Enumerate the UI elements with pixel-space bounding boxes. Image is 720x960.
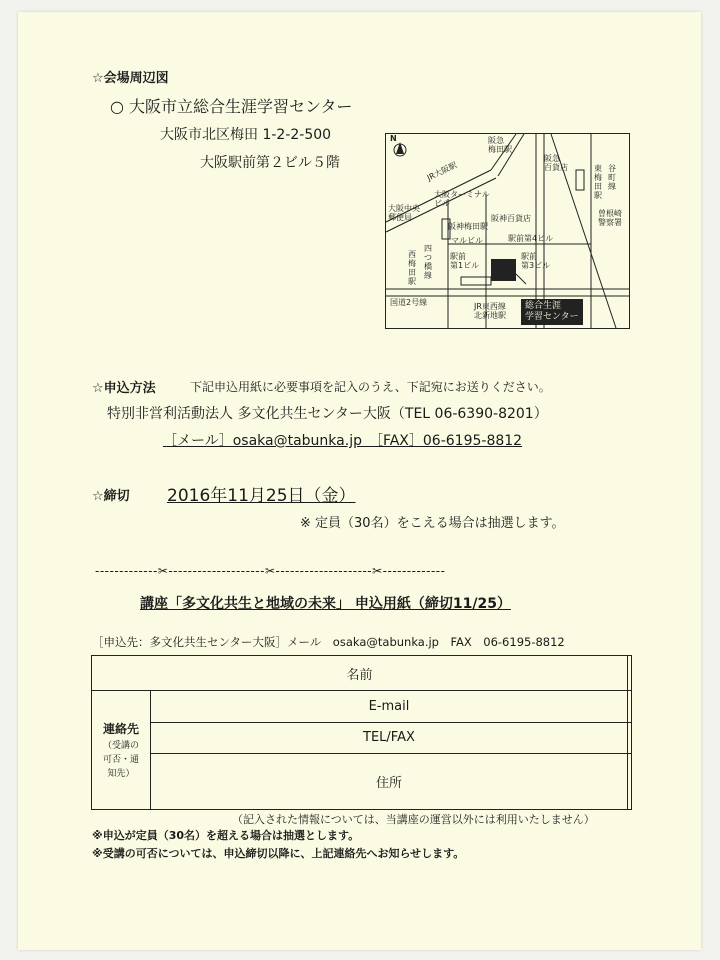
form-note-1: ※申込が定員（30名）を超える場合は抽選とします。 xyxy=(92,829,360,842)
venue-address-line1: 大阪市北区梅田 1-2-2-500 xyxy=(160,127,332,143)
telfax-label: TEL/FAX xyxy=(151,722,628,753)
map-venue-label: 総合生涯 学習センター xyxy=(521,299,583,325)
venue-name: ○ 大阪市立総合生涯学習センター xyxy=(110,97,353,116)
map-label-jr-osaka: JR大阪駅 xyxy=(425,160,459,183)
application-form-table xyxy=(91,655,632,810)
map-label-hanshin-umeda: 阪神梅田駅 xyxy=(448,222,488,231)
map-label-ekimae3: 駅前 第3ビル xyxy=(521,252,551,270)
map-label-osaka-terminal: 大阪ターミナル ビル xyxy=(434,190,490,208)
name-label: 名前 xyxy=(92,656,628,691)
venue-section-title: ☆会場周辺図 xyxy=(92,71,169,86)
map-label-osaka-central: 大阪中央 郵便局 xyxy=(388,204,420,222)
contact-label: 連絡先 xyxy=(102,721,139,736)
area-map xyxy=(385,133,630,329)
form-recipient: ［申込先：多文化共生センター大阪］メール osaka@tabunka.jp FAX 06-6195-8812 xyxy=(92,635,565,649)
address-label: 住所 xyxy=(151,753,628,809)
map-label-yotsubashi: 四つ橋線 xyxy=(424,244,432,280)
apply-contact: ［メール］osaka@tabunka.jp ［FAX］06-6195-8812 xyxy=(163,433,523,449)
map-label-marubiru: マルビル xyxy=(451,236,483,245)
map-label-ekimae4: 駅前第4ビル xyxy=(508,234,554,243)
deadline-date: 2016年11月25日（金） xyxy=(167,486,356,506)
map-north-label: N xyxy=(390,134,397,143)
map-label-higashi-umeda: 東梅田駅 xyxy=(594,164,602,200)
deadline-section-title: ☆締切 xyxy=(92,489,130,504)
map-label-nishi-umeda: 西梅田駅 xyxy=(408,250,416,286)
form-title: 講座「多文化共生と地域の未来」 申込用紙（締切11/25） xyxy=(140,596,511,612)
map-label-sonezaki: 曽根崎 警察署 xyxy=(598,209,622,227)
privacy-note: （記入された情報については、当講座の運営以外には利用いたしません） xyxy=(232,813,595,826)
cut-line: -------------✂--------------------✂--------------------✂------------- xyxy=(95,564,446,578)
map-label-hankyu-hyakkaten: 阪急 百貨店 xyxy=(544,154,568,172)
map-label-hankyu-umeda: 阪急 梅田駅 xyxy=(488,136,512,154)
map-label-tanimachi: 谷町線 xyxy=(608,164,616,191)
apply-instruction: 下記申込用紙に必要事項を記入のうえ、下記宛にお送りください。 xyxy=(190,380,551,394)
apply-organization: 特別非営利活動法人 多文化共生センター大阪（TEL 06-6390-8201） xyxy=(107,406,548,422)
email-label: E-mail xyxy=(151,691,628,722)
telfax-input-cell[interactable] xyxy=(627,722,631,753)
email-input-cell[interactable] xyxy=(627,691,631,722)
deadline-note: ※ 定員（30名）をこえる場合は抽選します。 xyxy=(300,516,565,531)
contact-label-cell xyxy=(92,691,151,810)
map-label-jr-tozai: JR東西線 北新地駅 xyxy=(474,302,506,320)
address-input-cell[interactable] xyxy=(627,753,631,809)
form-note-2: ※受講の可否については、申込締切以降に、上記連絡先へお知らせします。 xyxy=(92,847,465,860)
name-input-cell[interactable] xyxy=(627,656,631,691)
map-label-ekimae1: 駅前 第1ビル xyxy=(450,252,480,270)
apply-section-title: ☆申込方法 xyxy=(92,381,156,396)
contact-sub-label: （受講の 可否・通 知先） xyxy=(102,740,139,779)
map-label-hanshin-hyakkaten: 阪神百貨店 xyxy=(491,214,531,223)
venue-address-line2: 大阪駅前第２ビル５階 xyxy=(200,155,340,171)
map-label-kokudo2: 国道2号線 xyxy=(390,298,428,307)
